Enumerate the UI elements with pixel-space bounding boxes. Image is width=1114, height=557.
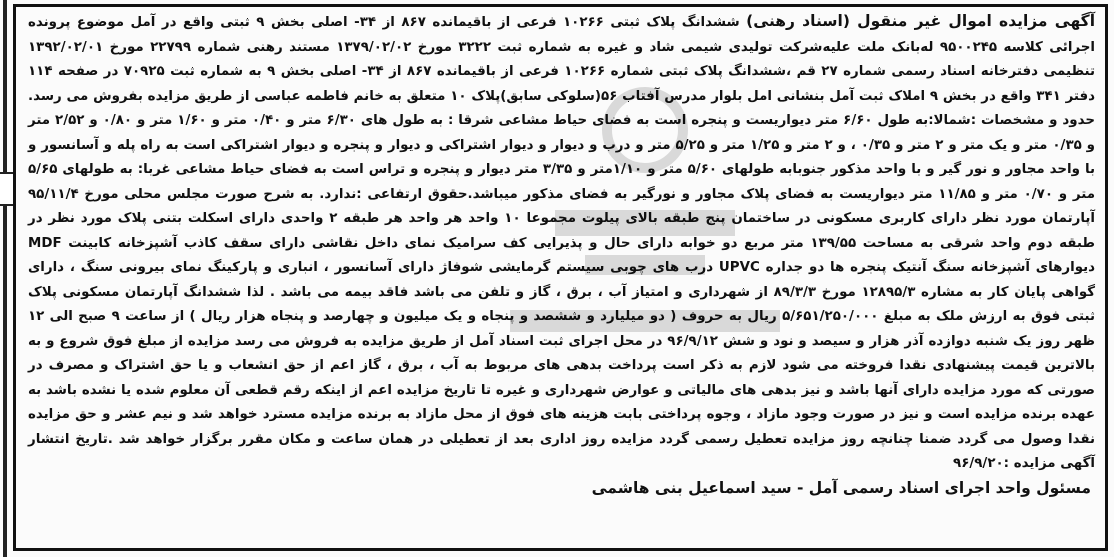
notice-signature: مسئول واحد اجرای اسناد رسمی آمل - سید اسماعیل بنی هاشمی [591, 478, 1091, 497]
notice-heading: آگهی مزایده اموال غیر منقول (اسناد رهنی) [746, 12, 1096, 30]
column-rule [3, 0, 7, 557]
auction-notice [13, 4, 1108, 551]
notice-body-text: ششدانگ پلاک ثبتی ۱۰۲۶۶ فرعی از باقیمانده ۸۶۷ از ۳۴- اصلی بخش ۹ ثبتی واقع در آمل موضوع پرونده اجرائی کلاسه ۹۵۰۰۲۴۵ له‌بانک ملت علیه‌شرکت تولیدی شیمی شاد و غیره به شماره ثبت ۳۲۲۲ مورخ ۱۳۷۹/۰۲/۰۲ مستند رهنی شماره ۲۲۷۹۹ مورخ ۱۳۹۲/۰۲/۰۱ تنظیمی دفترخانه اسناد رسمی شماره ۲۷ قم ،ششدانگ پلاک ثبتی شماره ۱۰۲۶۶ فرعی از باقیمانده ۸۶۷ از ۳۴- اصلی بخش ۹ به شماره ثبت ۷۰۹۲۵ در صفحه ۱۱۴ دفتر ۳۴۱ واقع در بخش ۹ املاک ثبت آمل بنشانی امل بلوار مدرس آفتاب ۵۶(سلوکی سابق)پلاک ۱۰ متعلق به خانم فاطمه عباسی از طریق مزایده بفروش می رسد. حدود و مشخصات :شمالا:به طول ۶/۶۰ متر دیواریست و پنجره است به فضای حیاط مشاعی شرقا : به طول های ۶/۳۰ متر و ۰/۴۰ متر و ۱/۶۰ متر و ۰/۸۰ و ۲/۵۲ متر و ۰/۳۵ متر و یک متر و ۲ متر و ۰/۳۵ ، و ۲ متر و ۱/۲۵ متر و ۵/۲۵ متر و درب و دیوار و دیوار اشتراکی و دیوار و پنجره و دیوار اشتراکی است به راه پله و آسانسور و با واحد مجاور و نور گیر و با واحد مذکور جنوبابه طولهای ۵/۶۰ متر و ۱/۱۰متر و ۳/۳۵ متر دیوار و پنجره و تراس است به فضای حیاط مشاعی غربا: به طولهای ۵/۶۵ متر و ۰/۷۰ متر و ۱۱/۸۵ متر دیواریست به فضای پلاک مجاور و نورگیر به فضای مذکور میباشد.حقوق ارتفاعی :ندارد. به شرح صورت مجلس محلی مورخ ۹۵/۱۱/۴ آپارتمان مورد نظر دارای کاربری مسکونی در ساختمان پنج طبقه بالای پیلوت مجموعا ۱۰ واحد هر واحد هر طبقه ۲ واحدی دارای اسکلت بتنی پلاک مورد نظر در طبقه دوم واحد شرقی به مساحت ۱۳۹/۵۵ متر مربع دو خوابه دارای حال و پذیرایی کف سرامیک نمای داخل نقاشی دارای سقف کاذب آشپزخانه کابینت MDF دیوارهای آشپزخانه سنگ آنتیک پنجره ها دو جداره UPVC درب های چوبی سیستم گرمایشی شوفاژ دارای آسانسور ، انباری و پارکینگ نمای بیرونی سنگ ، دارای گواهی پایان کار به مشاره ۱۲۸۹۵/۳ مورخ ۸۹/۳/۳ از شهرداری و امتیاز آب ، برق ، گاز و تلفن می باشد فاقد بیمه می باشد . لذا ششدانگ آپارتمان مسکونی پلاک ثبتی فوق به ارزش ملک به مبلغ ۵/۶۵۱/۲۵۰/۰۰۰ ریال به حروف ( دو میلیارد و ششصد و پنجاه و یک میلیون و چهارصد و پنجاه هزار ریال ) از ساعت ۹ صبح الی ۱۲ ظهر روز یک شنبه دوازده آذر هزار و سیصد و نود و شش ۹۶/۹/۱۲ در محل اجرای ثبت اسناد آمل از طریق مزایده به فروش می رسد مزایده از مبلغ فوق شروع و به بالاترین قیمت پیشنهادی نقدا فروخته می شود لازم به ذکر است پرداخت بدهی های مربوط به آب ، برق ، گاز اعم از حق انشعاب و یا حق اشتراک و مصرف در صورتی که مورد مزایده دارای آنها باشد و نیز بدهی های مالیاتی و عوارض شهرداری و غیره تا تاریخ مزایده اعم از اینکه رقم قطعی آن معلوم شده یا نشده باشد به عهده برنده مزایده است و نیز در صورت وجود مازاد ، وجوه پرداختی بابت هزینه های فوق از محل مازاد به برنده مزایده مسترد خواهد شد و نیم عشر و حق مزایده نقدا وصول می گردد ضمنا چنانچه روز مزایده تعطیل رسمی گردد مزایده روز اداری بعد از تعطیلی در همان ساعت و مکان مقرر برگزار خواهد شد .تاریخ انتشار آگهی مزایده :۹۶/۹/۲۰ [28, 15, 1096, 471]
notice-paragraph [28, 9, 1095, 477]
